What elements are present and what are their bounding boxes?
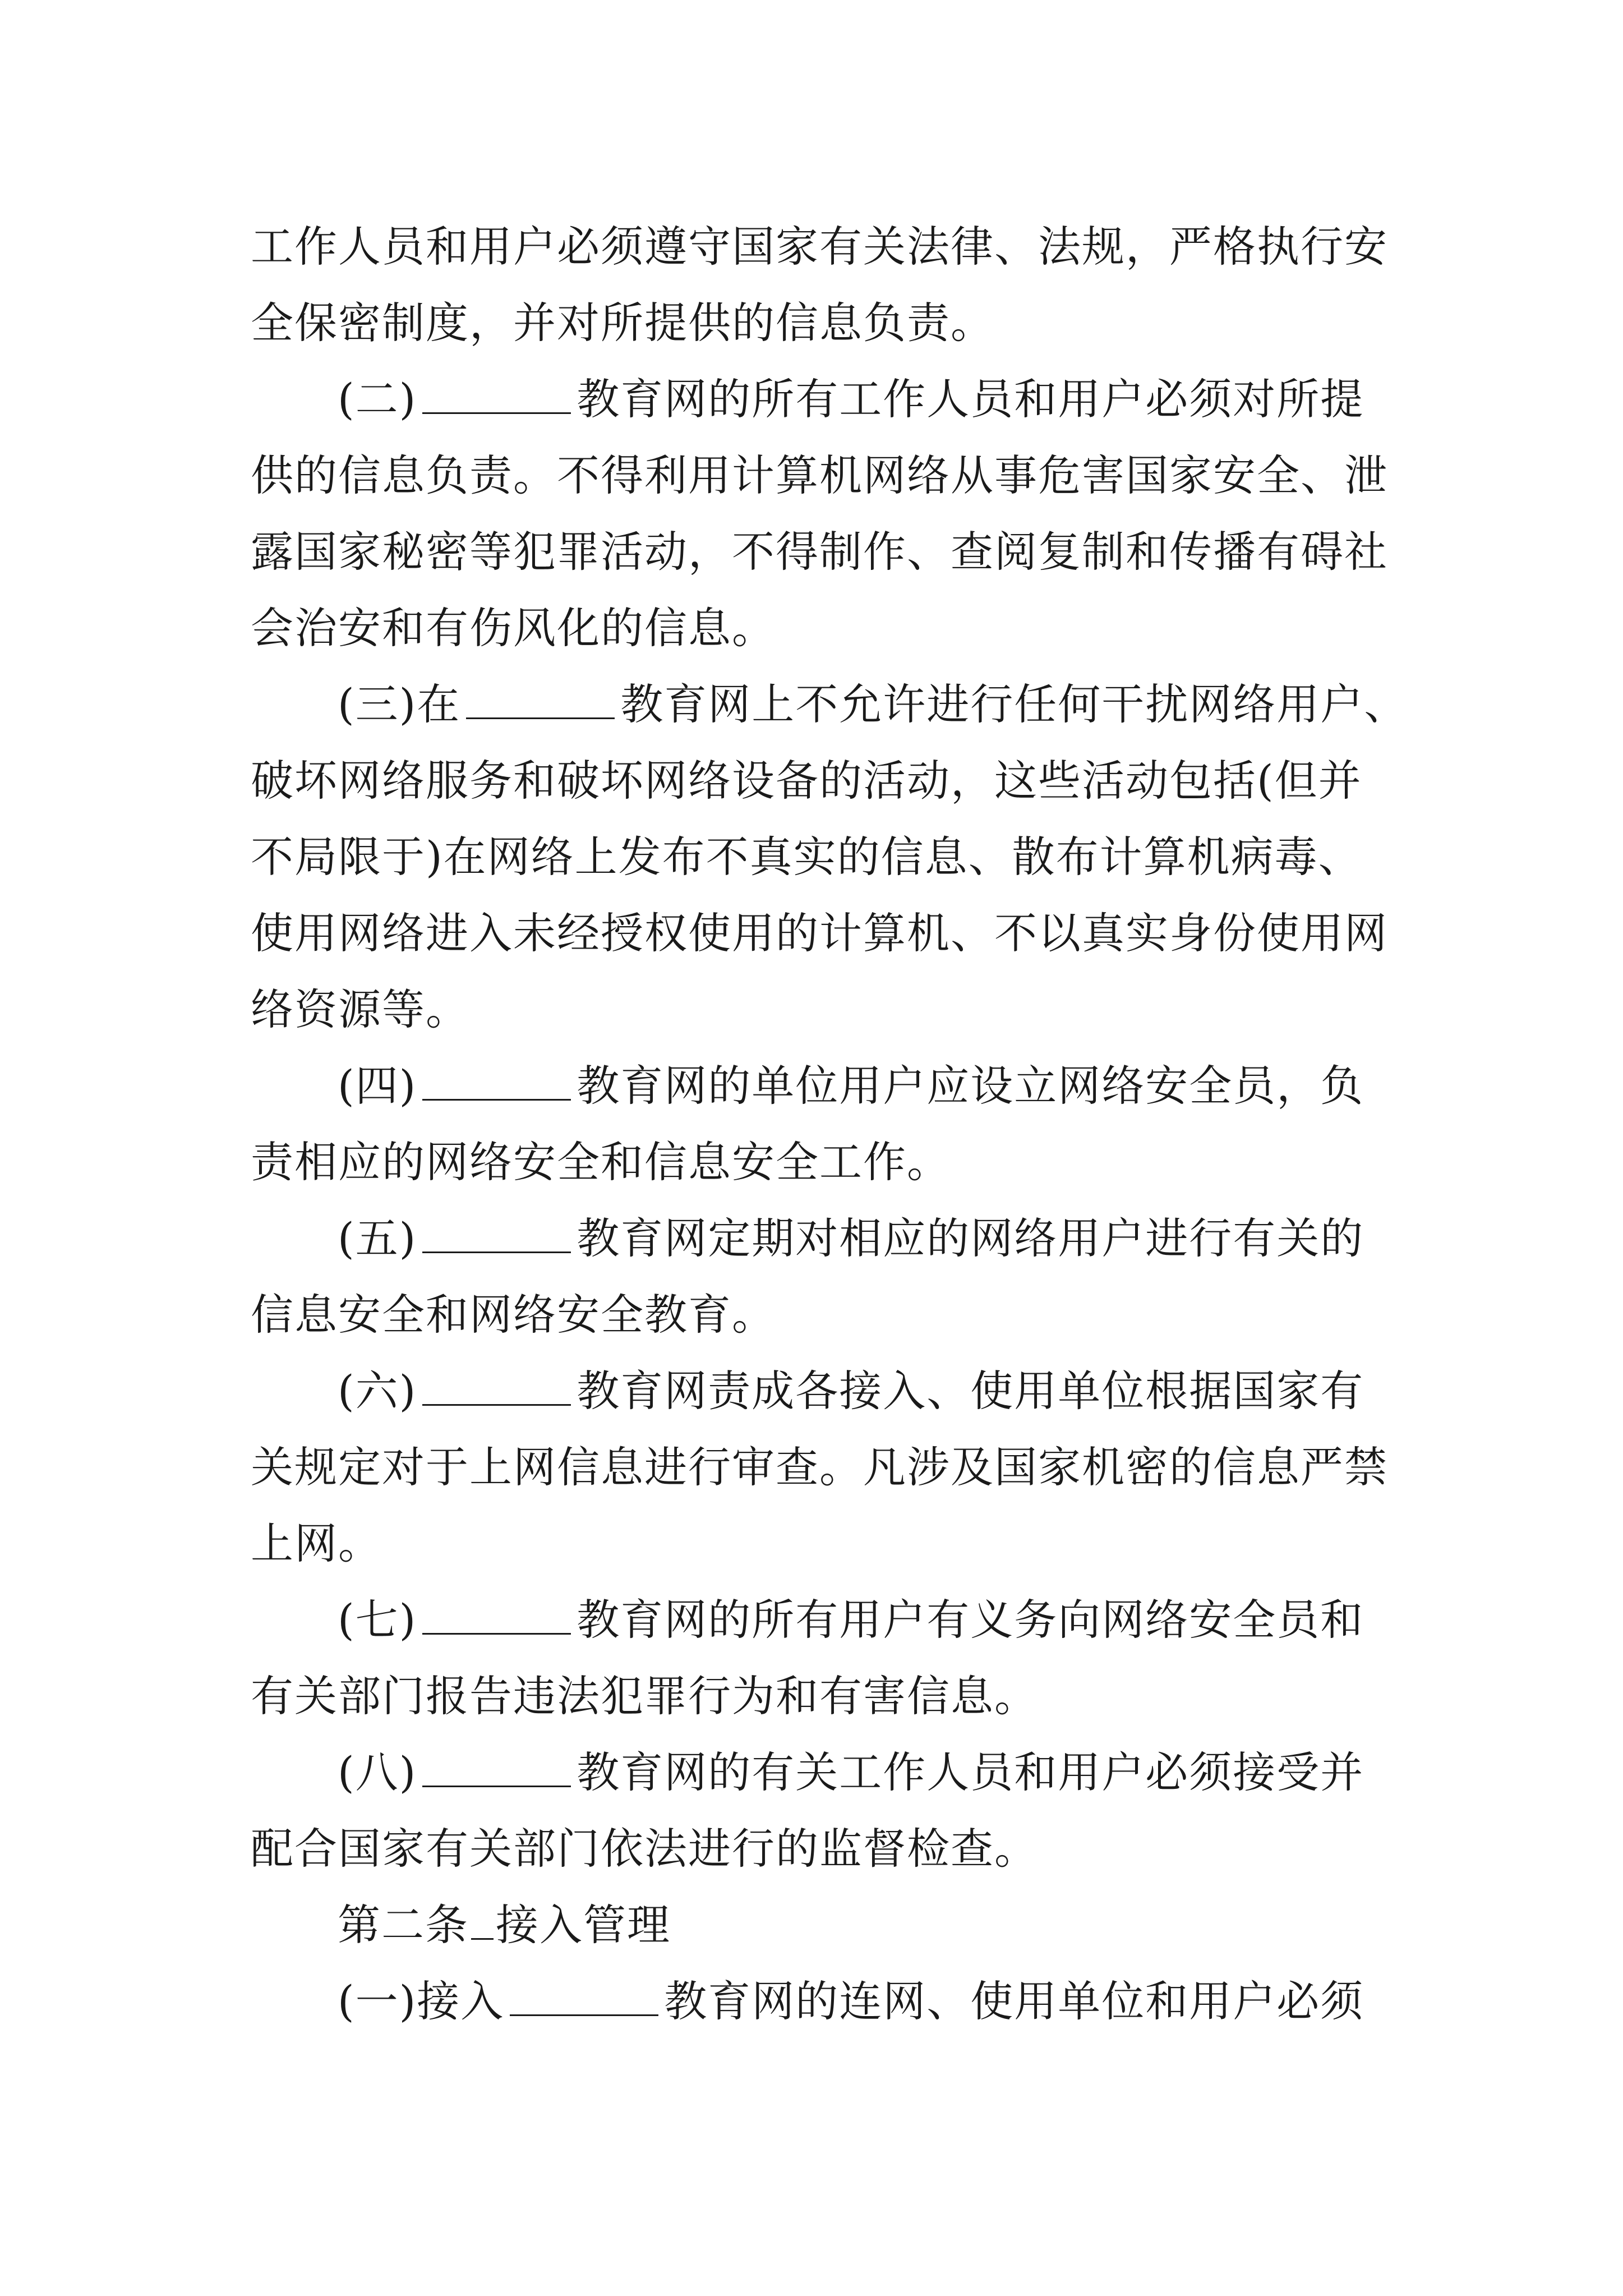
fill-in-blank — [422, 1365, 571, 1406]
article-number: 第二条 — [338, 1900, 469, 1950]
text-line — [338, 1363, 1364, 1419]
line-text: (七) — [338, 1595, 417, 1645]
line-text: 配合国家有关部门依法进行的监督检查。 — [251, 1824, 1038, 1874]
line-text: 教育网的有关工作人员和用户必须接受并 — [577, 1747, 1364, 1797]
text-line — [338, 1973, 1364, 2030]
text-line — [251, 905, 1388, 961]
line-text: 使用网络进入未经授权使用的计算机、不以真实身份使用网 — [251, 908, 1388, 958]
line-text: 教育网上不允许进行任何干扰网络用户、 — [620, 679, 1408, 729]
line-text: 责相应的网络安全和信息安全工作。 — [251, 1137, 951, 1187]
text-line — [251, 1516, 382, 1572]
text-line — [338, 1592, 1364, 1648]
text-line — [338, 1745, 1364, 1801]
line-text: 不局限于)在网络上发布不真实的信息、散布计算机病毒、 — [251, 832, 1362, 882]
text-line — [251, 982, 469, 1038]
line-text: 破坏网络服务和破坏网络设备的活动，这些活动包括(但并 — [251, 756, 1362, 806]
line-text: (三)在 — [338, 679, 461, 729]
fill-in-blank — [422, 373, 571, 414]
text-line — [251, 1439, 1388, 1496]
text-line — [251, 1668, 1038, 1724]
text-line — [251, 829, 1362, 885]
text-line — [251, 524, 1388, 580]
line-text: 教育网的单位用户应设立网络安全员，负 — [577, 1061, 1364, 1111]
fill-in-blank — [422, 1212, 571, 1253]
line-text: 有关部门报告违法犯罪行为和有害信息。 — [251, 1671, 1038, 1721]
line-text: (五) — [338, 1213, 417, 1263]
text-line — [251, 1287, 776, 1343]
line-text: 关规定对于上网信息进行审查。凡涉及国家机密的信息严禁 — [251, 1442, 1388, 1492]
line-text: 络资源等。 — [251, 984, 469, 1034]
text-line — [251, 600, 776, 656]
text-line — [338, 1058, 1364, 1114]
line-text: 教育网定期对相应的网络用户进行有关的 — [577, 1213, 1364, 1263]
text-line — [251, 1134, 951, 1190]
line-text: 教育网的所有用户有义务向网络安全员和 — [577, 1595, 1364, 1645]
line-text: 上网。 — [251, 1519, 382, 1568]
line-text: (一)接入 — [338, 1976, 505, 2026]
text-line — [251, 219, 1388, 275]
text-line — [251, 753, 1362, 809]
line-text: 教育网责成各接入、使用单位根据国家有 — [577, 1366, 1364, 1416]
article-title: 接入管理 — [496, 1900, 671, 1950]
line-text: 全保密制度，并对所提供的信息负责。 — [251, 298, 994, 348]
line-text: 露国家秘密等犯罪活动，不得制作、查阅复制和传播有碍社 — [251, 527, 1388, 577]
text-line — [338, 371, 1364, 427]
line-text: (八) — [338, 1747, 417, 1797]
line-text: (二) — [338, 374, 417, 424]
text-line — [338, 1211, 1364, 1267]
line-text: 会治安和有伤风化的信息。 — [251, 603, 776, 653]
fill-in-blank — [422, 1746, 571, 1787]
text-line — [338, 677, 1408, 733]
text-line — [251, 1821, 1038, 1877]
fill-in-blank — [422, 1594, 571, 1635]
line-text: (四) — [338, 1061, 417, 1111]
line-text: 工作人员和用户必须遵守国家有关法律、法规，严格执行安 — [251, 222, 1388, 272]
text-line — [251, 448, 1388, 504]
fill-in-blank — [422, 1060, 571, 1101]
section-heading — [338, 1897, 671, 1953]
text-line — [251, 295, 994, 351]
fill-in-blank — [466, 678, 615, 719]
line-text: 教育网的所有工作人员和用户必须对所提 — [577, 374, 1364, 424]
fill-in-blank — [471, 1899, 494, 1940]
line-text: (六) — [338, 1366, 417, 1416]
fill-in-blank — [510, 1975, 658, 2016]
line-text: 教育网的连网、使用单位和用户必须 — [664, 1976, 1364, 2026]
line-text: 供的信息负责。不得利用计算机网络从事危害国家安全、泄 — [251, 450, 1388, 500]
line-text: 信息安全和网络安全教育。 — [251, 1290, 776, 1340]
